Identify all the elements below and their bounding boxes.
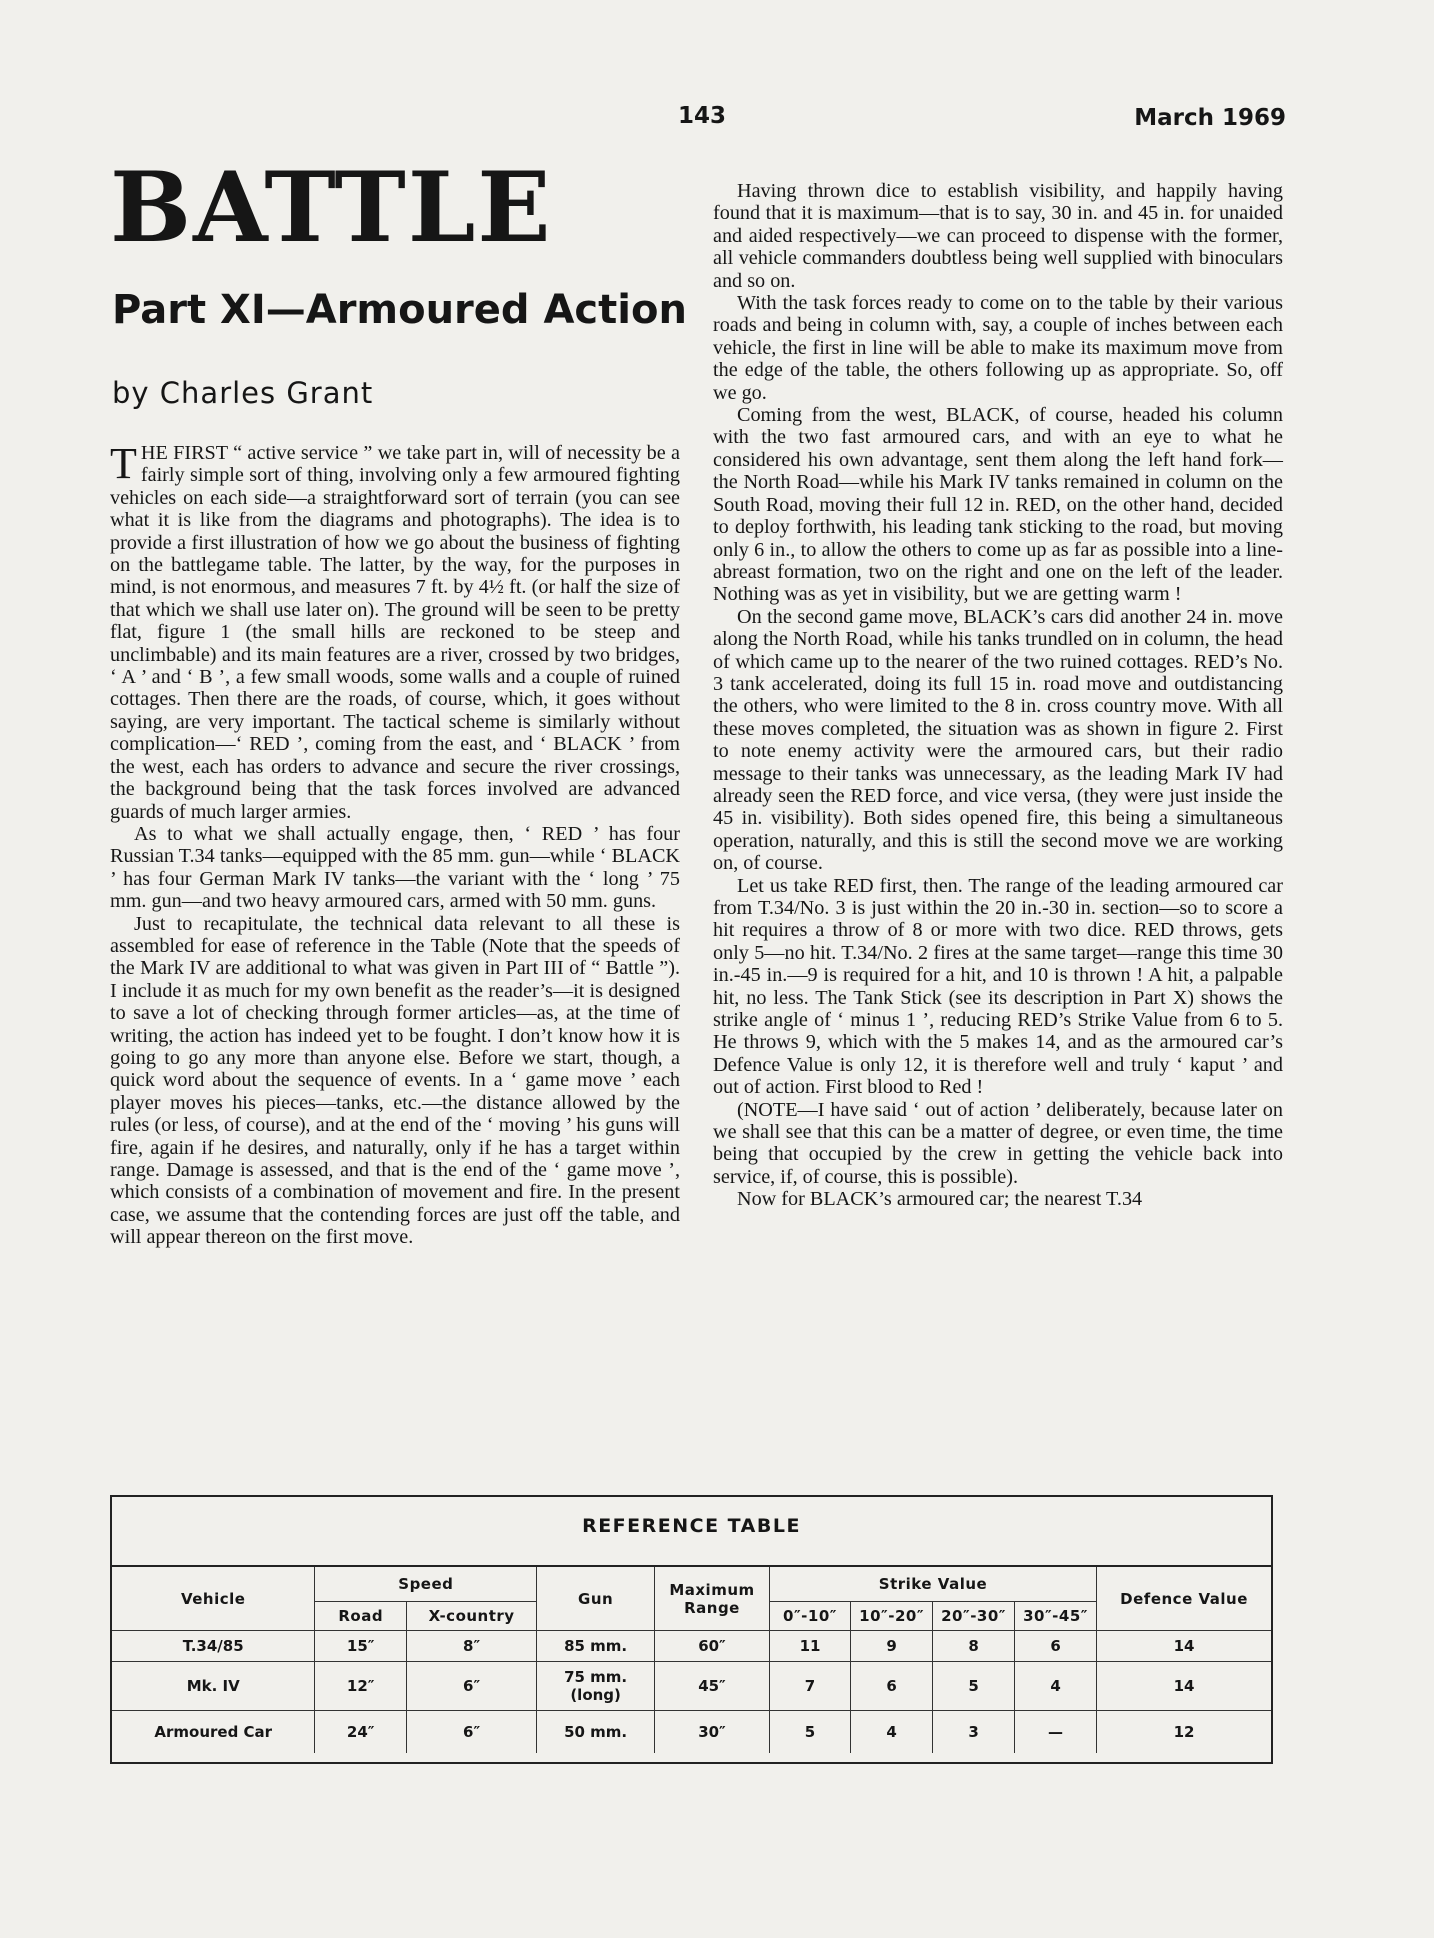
cell-gun: 75 mm. (long) xyxy=(537,1662,655,1711)
right-column xyxy=(713,180,1283,1211)
reference-table xyxy=(112,1565,1271,1753)
cell-strike-20-30: 5 xyxy=(933,1662,1015,1711)
paragraph: Just to recapitulate, the technical data relevant to all these is assembled for ease of reference in the Table (Note that the speeds of the Mark IV are additional to what was given in Part III of “ Battle ”). I include it as much for my own benefit as the reader’s—it is designed to save a lot of checking through former articles—as, at the time of writing, the action has indeed yet to be fought. I don’t know how it is going to go any more than anyone else. Before we start, though, a quick word about the sequence of events. In a ‘ game move ’ each player moves his pieces—tanks, etc.—the distance allowed by the rules (or less, of course), and at the end of the ‘ moving ’ his guns will fire, again if he desires, and naturally, only if he has a target within range. Damage is assessed, and that is the end of the ‘ game move ’, which consists of a combination of movement and fire. In the present case, we assume that the contending forces are just off the table, and will appear thereon on the first move. xyxy=(110,912,680,1249)
cell-vehicle: Mk. IV xyxy=(112,1662,315,1711)
table-row xyxy=(112,1631,1271,1662)
cell-strike-10-20: 9 xyxy=(851,1631,933,1662)
paragraph: Coming from the west, BLACK, of course, headed his column with the two fast armoured cars, and with an eye to what he considered his own advantage, sent them along the left hand fork—the North Road—while his Mark IV tanks remained in column on the South Road, moving their full 12 in. RED, on the other hand, decided to deploy forthwith, his leading tank sticking to the road, but moving only 6 in., to allow the others to come up as far as possible into a line-abreast formation, two on the right and one on the left of the leader. Nothing was as yet in visibility, but we are getting warm ! xyxy=(713,404,1283,606)
cell-strike-10-20: 6 xyxy=(851,1662,933,1711)
paragraph: As to what we shall actually engage, then, ‘ RED ’ has four Russian T.34 tanks—equipped with the 85 mm. gun—while ‘ BLACK ’ has four German Mark IV tanks—the variant with the ‘ long ’ 75 mm. gun—and two heavy armoured cars, armed with 50 mm. guns. xyxy=(110,822,680,913)
paragraph-text: HE FIRST “ active service ” we take part in, will of necessity be a fairly simple sort of thing, involving only a few armoured fighting vehicles on each side—a straightforward sort of terrain (you can see what it is like from the diagrams and photographs). The idea is to provide a first illustration of how we go about the business of fighting on the battlegame table. The latter, by the way, for the purposes in mind, is not enormous, and measures 7 ft. by 4½ ft. (or half the size of that which we shall use later on). The ground will be seen to be pretty flat, figure 1 (the small hills are reckoned to be steep and unclimbable) and its main features are a river, crossed by two bridges, ‘ A ’ and ‘ B ’, a few small woods, some walls and a couple of ruined cottages. Then there are the roads, of course, which, it goes without saying, are very important. The tactical scheme is similarly without complication—‘ RED ’, coming from the east, and ‘ BLACK ’ from the west, each has orders to advance and secure the river crossings, the background being that the task forces involved are advanced guards of much larger armies. xyxy=(110,442,680,823)
cell-strike-30-45: 4 xyxy=(1015,1662,1097,1711)
cell-strike-30-45: 6 xyxy=(1015,1631,1097,1662)
col-header-gun: Gun xyxy=(537,1566,655,1631)
reference-table-title: REFERENCE TABLE xyxy=(582,1515,801,1537)
left-column xyxy=(110,439,680,1249)
col-header-range-0-10: 0″-10″ xyxy=(769,1602,850,1631)
cell-strike-20-30: 8 xyxy=(933,1631,1015,1662)
cell-road: 15″ xyxy=(315,1631,407,1662)
cell-max-range: 60″ xyxy=(655,1631,770,1662)
drop-cap: T xyxy=(110,439,137,488)
col-header-road: Road xyxy=(315,1602,407,1631)
article-subtitle: Part XI—Armoured Action xyxy=(112,287,687,333)
cell-defence: 14 xyxy=(1097,1662,1271,1711)
cell-road: 12″ xyxy=(315,1662,407,1711)
col-header-range-10-20: 10″-20″ xyxy=(851,1602,933,1631)
cell-gun: 50 mm. xyxy=(537,1711,655,1754)
cell-road: 24″ xyxy=(315,1711,407,1754)
cell-vehicle: T.34/85 xyxy=(112,1631,315,1662)
paragraph: (NOTE—I have said ‘ out of action ’ deliberately, because later on we shall see that this can be a matter of degree, or even time, the time being that occupied by the crew in getting the vehicle back into service, if, of course, this is possible). xyxy=(713,1098,1283,1188)
cell-strike-10-20: 4 xyxy=(851,1711,933,1754)
article-title: BATTLE xyxy=(110,151,553,264)
paragraph: Having thrown dice to establish visibility, and happily having found that it is maximum—that is to say, 30 in. and 45 in. for unaided and aided respectively—we can proceed to dispense with the former, all vehicle commanders doubtless being well supplied with binoculars and so on. xyxy=(713,180,1283,292)
cell-defence: 12 xyxy=(1097,1711,1271,1754)
page-number: 143 xyxy=(678,103,727,129)
reference-table-box xyxy=(110,1495,1273,1764)
issue-date: March 1969 xyxy=(1134,105,1286,131)
col-header-range-30-45: 30″-45″ xyxy=(1015,1602,1097,1631)
paragraph xyxy=(110,439,680,823)
cell-strike-0-10: 5 xyxy=(769,1711,850,1754)
col-header-speed: Speed xyxy=(315,1566,537,1602)
col-header-x-country: X-country xyxy=(406,1602,536,1631)
paragraph: Let us take RED first, then. The range of the leading armoured car from T.34/No. 3 is just within the 20 in.-30 in. section—so to score a hit requires a throw of 8 or more with two dice. RED throws, gets only 5—no hit. T.34/No. 2 fires at the same target—range this time 30 in.-45 in.—9 is required for a hit, and 10 is thrown ! A hit, a palpable hit, no less. The Tank Stick (see its description in Part X) shows the strike angle of ‘ minus 1 ’, reducing RED’s Strike Value from 6 to 5. He throws 9, which with the 5 makes 14, and as the armoured car’s Defence Value is only 12, it is therefore well and truly ‘ kaput ’ and out of action. First blood to Red ! xyxy=(713,874,1283,1099)
col-header-max-range: Maximum Range xyxy=(655,1566,770,1631)
cell-strike-0-10: 11 xyxy=(769,1631,850,1662)
cell-vehicle: Armoured Car xyxy=(112,1711,315,1754)
paragraph: Now for BLACK’s armoured car; the nearest T.34 xyxy=(737,1188,1143,1211)
cell-x-country: 6″ xyxy=(406,1711,536,1754)
col-header-strike-value: Strike Value xyxy=(769,1566,1096,1602)
col-header-defence-value: Defence Value xyxy=(1097,1566,1271,1631)
paragraph: On the second game move, BLACK’s cars did another 24 in. move along the North Road, while his tanks trundled on in column, the head of which came up to the nearer of the two ruined cottages. RED’s No. 3 tank accelerated, doing its full 15 in. road move and outdistancing the others, who were limited to the 8 in. cross country move. With all these moves completed, the situation was as shown in figure 2. First to note enemy activity were the armoured cars, but their radio message to their tanks was unnecessary, as the leading Mark IV had already seen the RED force, and vice versa, (they were just inside the 45 in. visibility). Both sides opened fire, this being a simultaneous operation, naturally, and this is still the second move we are working on, of course. xyxy=(713,605,1283,875)
cell-defence: 14 xyxy=(1097,1631,1271,1662)
table-row xyxy=(112,1662,1271,1711)
paragraph: With the task forces ready to come on to the table by their various roads and being in column with, say, a couple of inches between each vehicle, the first in line will be able to make its maximum move from the edge of the table, the others following up as appropriate. So, off we go. xyxy=(713,292,1283,404)
cell-strike-20-30: 3 xyxy=(933,1711,1015,1754)
cell-strike-30-45: — xyxy=(1015,1711,1097,1754)
cell-strike-0-10: 7 xyxy=(769,1662,850,1711)
cell-max-range: 30″ xyxy=(655,1711,770,1754)
article-byline: by Charles Grant xyxy=(112,376,374,410)
cell-gun: 85 mm. xyxy=(537,1631,655,1662)
cell-x-country: 6″ xyxy=(406,1662,536,1711)
cell-x-country: 8″ xyxy=(406,1631,536,1662)
cell-max-range: 45″ xyxy=(655,1662,770,1711)
table-header-row xyxy=(112,1566,1271,1602)
table-row xyxy=(112,1711,1271,1754)
col-header-vehicle: Vehicle xyxy=(112,1566,315,1631)
col-header-range-20-30: 20″-30″ xyxy=(933,1602,1015,1631)
